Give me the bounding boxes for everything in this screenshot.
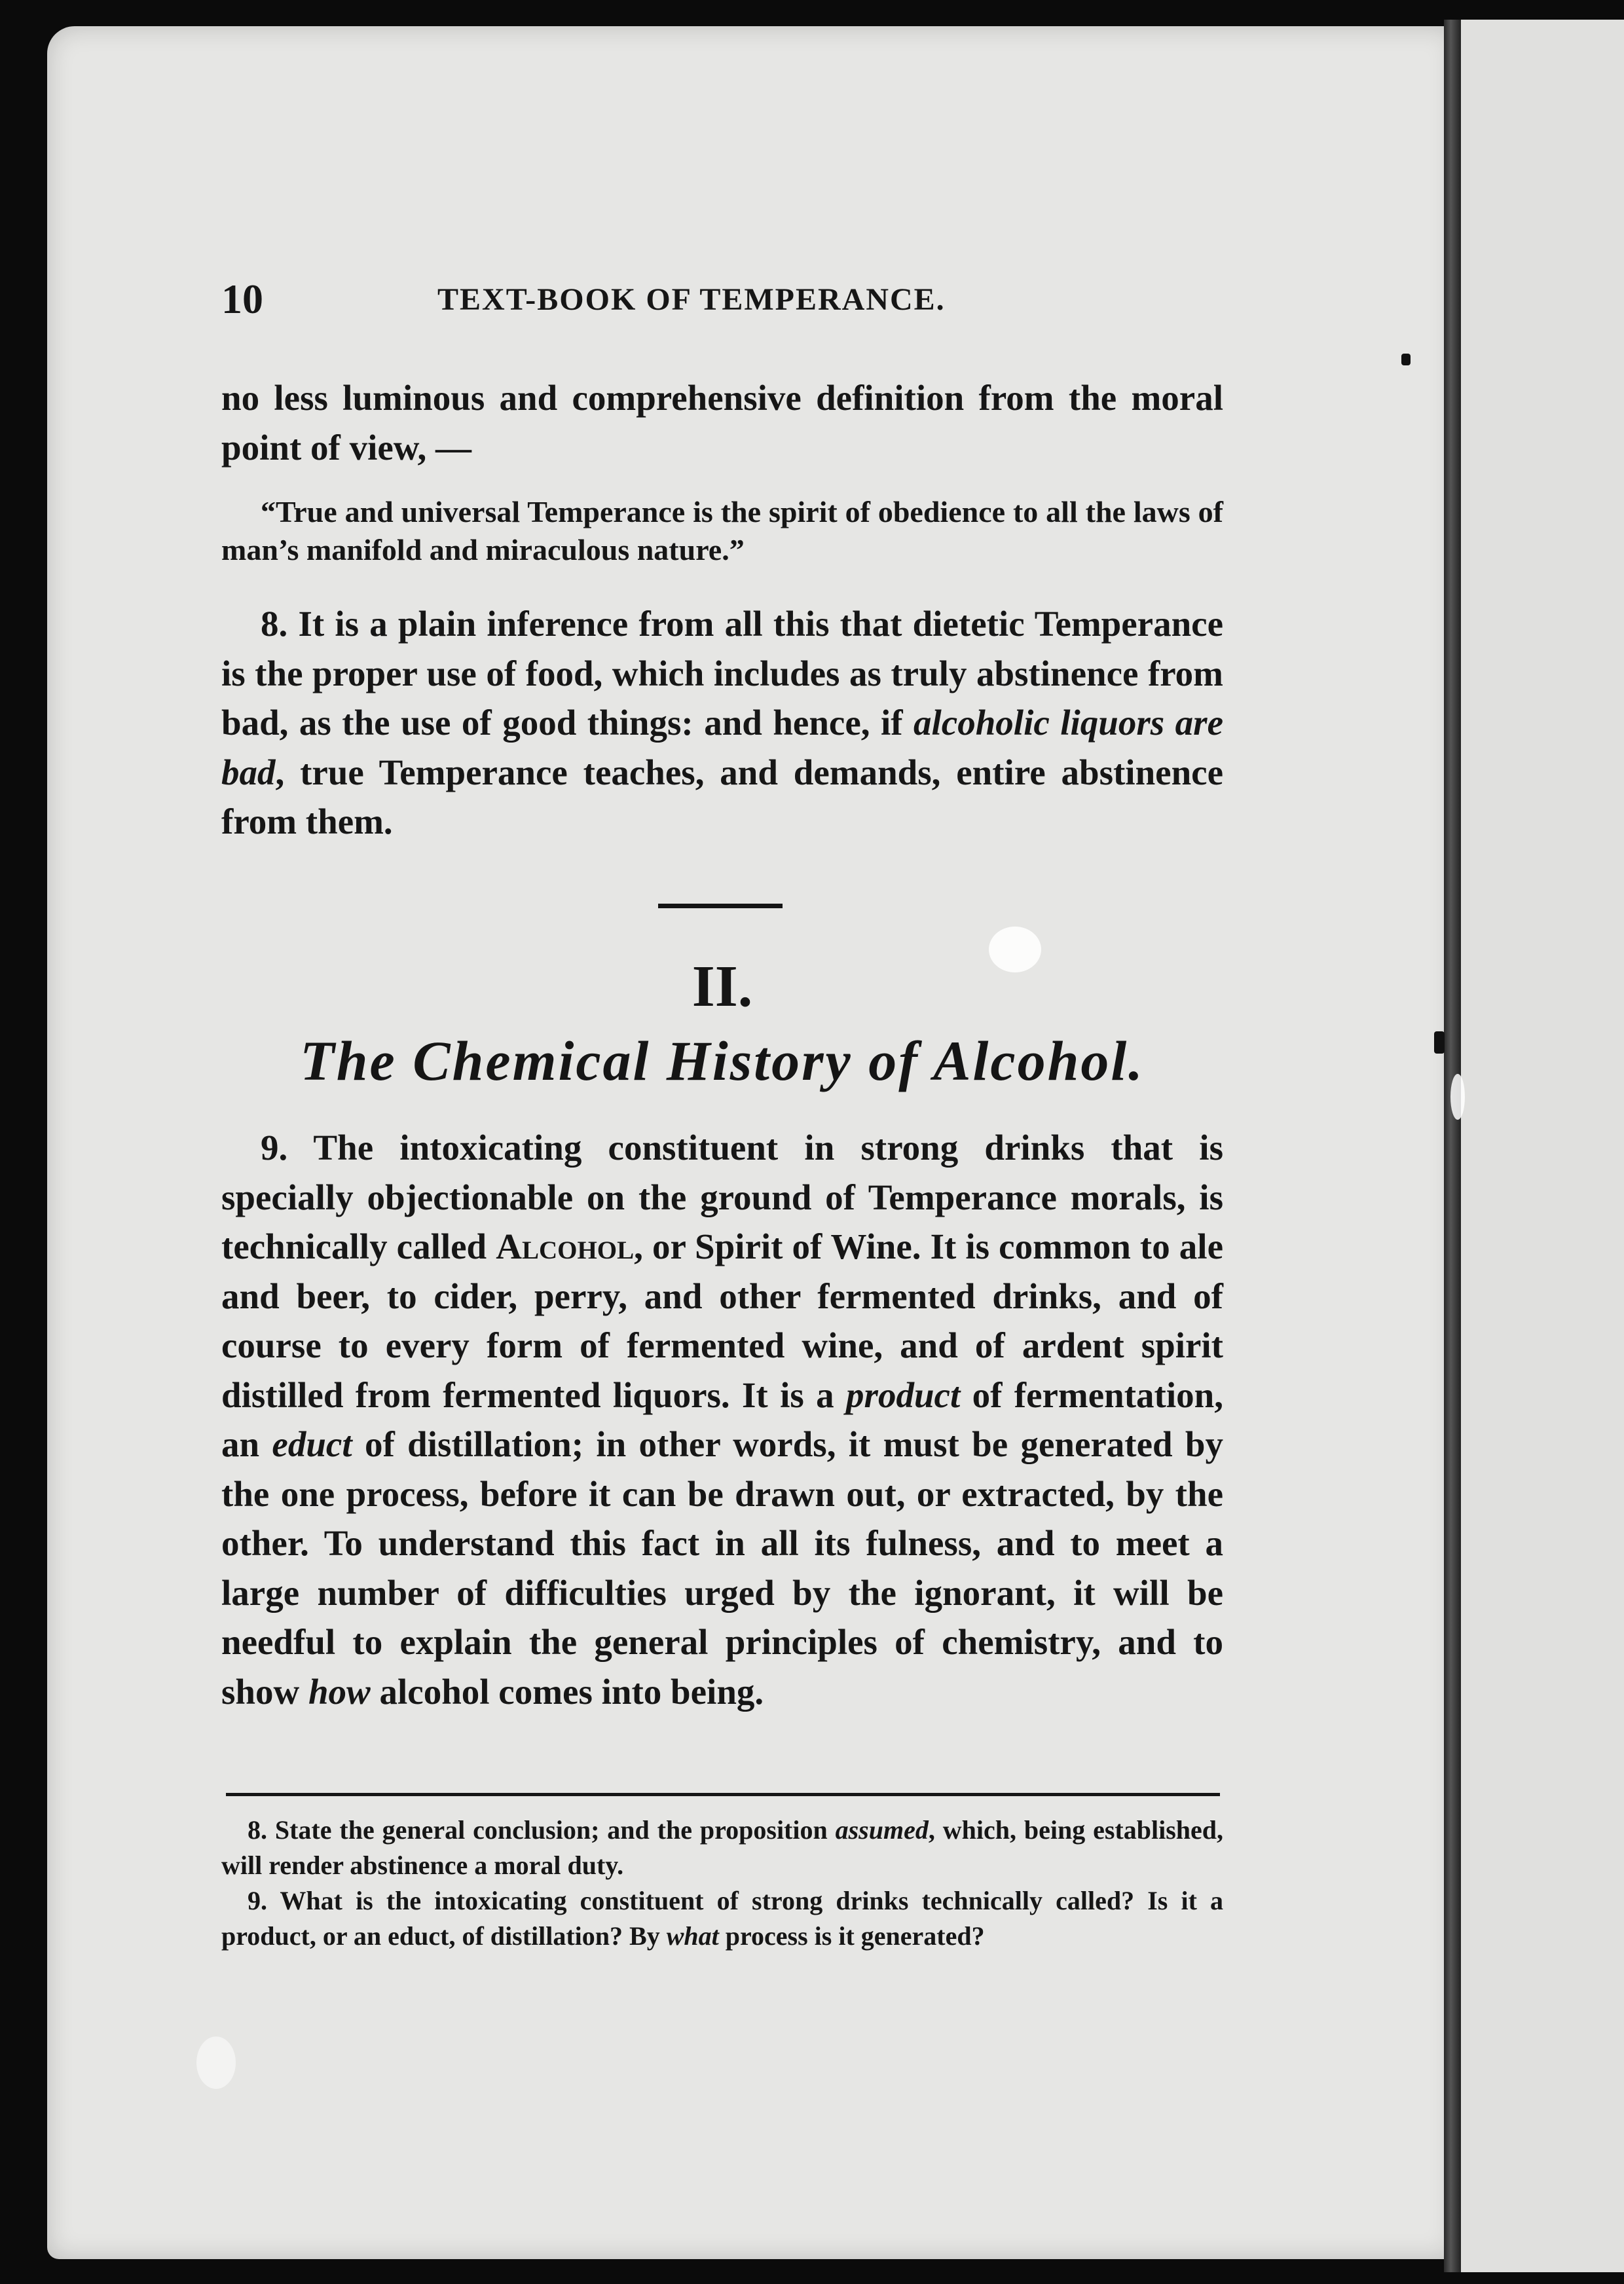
paragraph-8-text: 8. It is a plain inference from all this that dietetic Temperance is the proper use of food, which includes as truly abstinence from bad, as the use of good things: and hence, if [221, 604, 1223, 743]
running-title: TEXT-BOOK OF TEMPERANCE. [437, 282, 946, 317]
paragraph-9-text: , or Spirit of Wine. It is common to ale and beer, to cider, perry, and other fermented drinks, and of course to every form of fermented wine, and of ardent spirit distilled from fermented liquors. It is a [221, 1226, 1223, 1415]
scan-blot [1434, 1031, 1445, 1054]
scan-blot [1401, 354, 1411, 365]
section-numeral: II. [692, 954, 753, 1019]
paragraph-9-text: alcohol comes into being. [370, 1671, 764, 1712]
opening-paragraph: no less luminous and comprehensive definition from the moral point of view, — [221, 378, 1223, 468]
running-head [221, 275, 1223, 327]
paragraph-9-block [221, 1123, 1223, 1716]
educt-term: educt [272, 1424, 352, 1464]
temperance-quotation: “True and universal Temperance is the spirit of obedience to all the laws of man’s manifold and miraculous nature.” [221, 495, 1223, 566]
paragraph-8 [221, 599, 1223, 847]
paragraph-8-text-end: , true Temperance teaches, and demands, entire abstinence from them. [221, 752, 1223, 841]
footnote-8-italic: assumed [835, 1815, 929, 1845]
paragraph-9 [221, 1123, 1223, 1716]
how-term: how [308, 1671, 371, 1712]
footnote-8 [221, 1813, 1223, 1883]
page-number: 10 [221, 276, 263, 322]
footnote-9-italic: what [666, 1921, 719, 1951]
alcohol-term: Alcohol [496, 1226, 635, 1266]
paragraph-8-block [221, 599, 1223, 847]
quotation-block [221, 493, 1223, 569]
footnote-9-text-end: process is it generated? [718, 1921, 985, 1951]
footnote-8-text-end: , which, being established, will render abstinence a moral duty. [221, 1815, 1224, 1880]
paragraph-8-emphasis: alcoholic liquors are bad [221, 703, 1223, 792]
book-gutter [1444, 20, 1461, 2272]
product-term: product [846, 1374, 961, 1415]
paragraph-9-text: of distillation; in other words, it must be generated by the one process, before it can be drawn out, or extracted, by the other. To understand this fact in all its fulness, and to meet a large number of difficulties urged by the ignorant, it will be needful to explain the general principles of chemistry, and to show [221, 1424, 1224, 1712]
section-title: The Chemical History of Alcohol. [300, 1029, 1145, 1092]
footnote-9-text: 9. What is the intoxicating constituent of strong drinks technically called? Is it a product, or an educt, of distillation? By [221, 1886, 1223, 1951]
footnote-rule [226, 1793, 1220, 1796]
footnote-9 [221, 1883, 1223, 1954]
paragraph-9-text: 9. The intoxicating constituent in strong drinks that is specially objectionable on the ground of Temperance morals, is technically called [221, 1128, 1223, 1266]
scan-speck [196, 2036, 236, 2089]
footnote-8-text: 8. State the general conclusion; and the proposition [248, 1815, 836, 1845]
paragraph-9-text: of fermentation, an [221, 1374, 1223, 1464]
scan-speck [1450, 1074, 1465, 1120]
section-divider [658, 904, 783, 908]
opening-paragraph-block [221, 373, 1223, 472]
facing-page-edge [1455, 20, 1624, 2272]
footnotes [221, 1813, 1223, 1954]
